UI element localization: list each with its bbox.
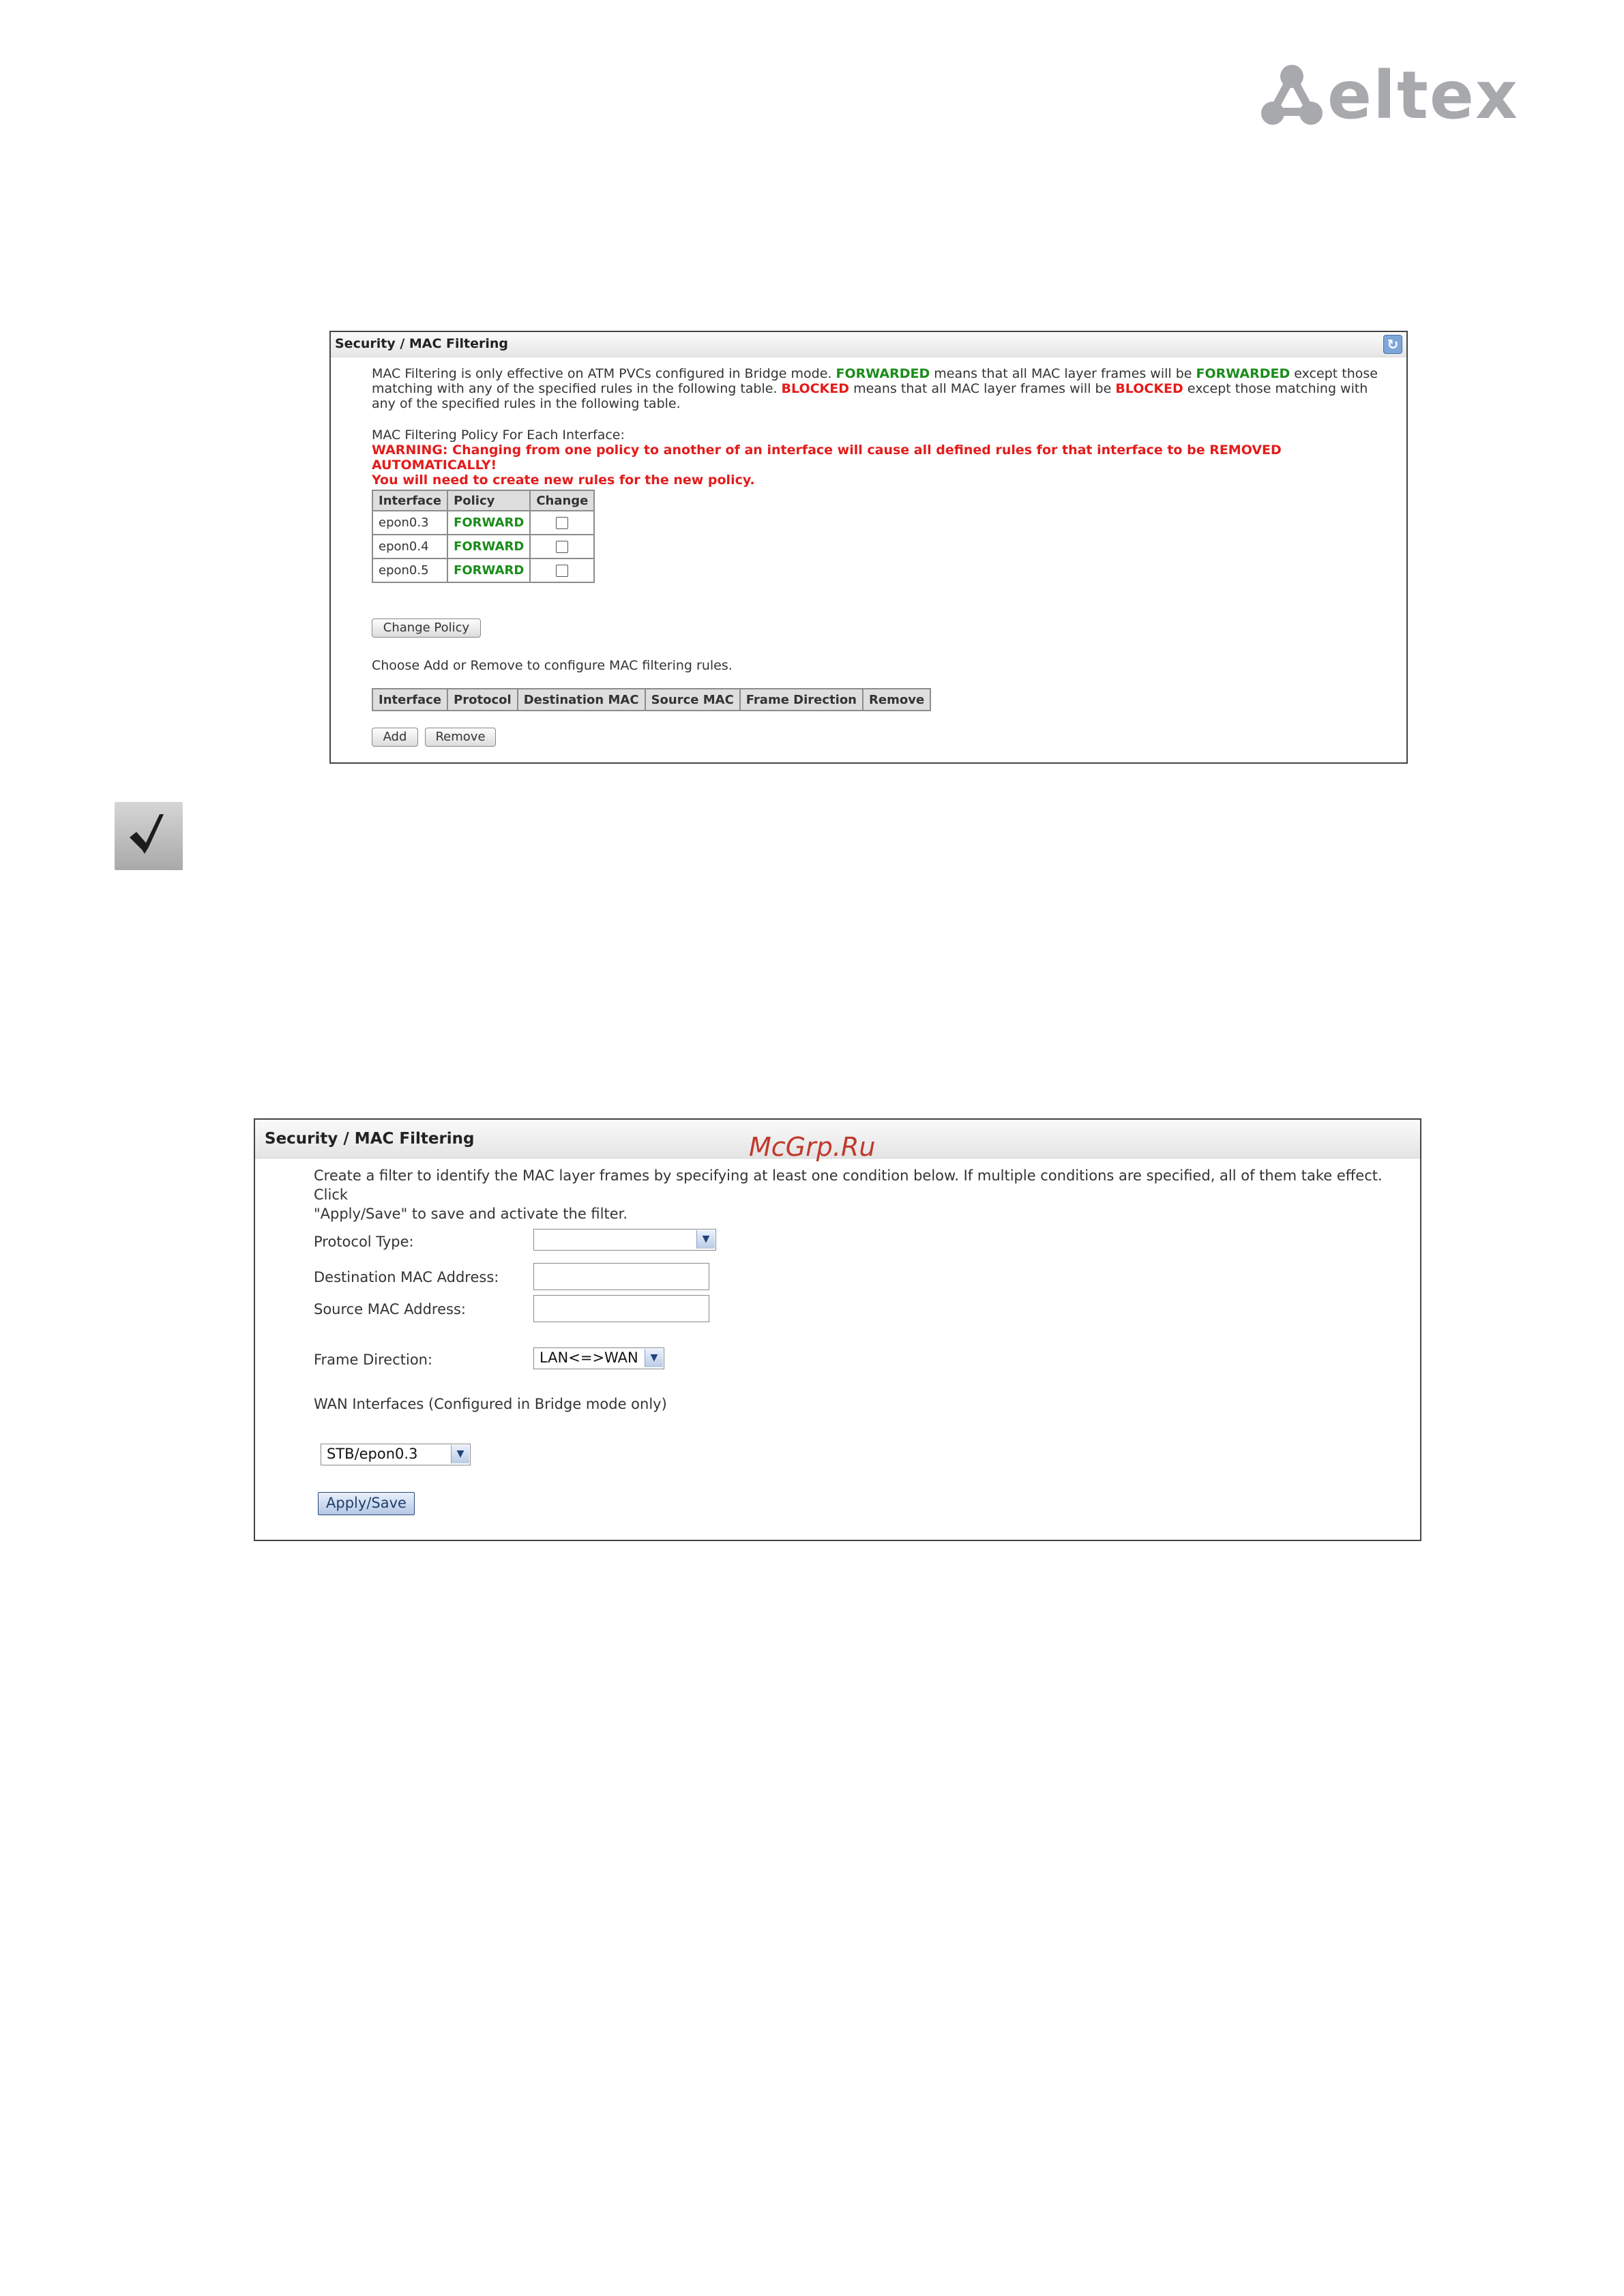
frame-direction-label: Frame Direction: [314, 1352, 433, 1368]
panel-title-text: Security / MAC Filtering [335, 336, 509, 351]
col-source-mac: Source MAC [645, 689, 740, 711]
wan-interface-select[interactable] [321, 1444, 471, 1465]
mac-filter-add-panel [254, 1118, 1421, 1541]
policy-cell: FORWARD [447, 511, 530, 535]
rules-table [372, 688, 931, 711]
frame-direction-select[interactable] [533, 1347, 664, 1369]
destination-mac-label: Destination MAC Address: [314, 1269, 499, 1285]
chevron-down-icon: ▼ [645, 1349, 663, 1367]
desc-line-1: Create a filter to identify the MAC layer frames by specifying at least one condition below. If multiple conditions are specified, all of them take effect. Click [314, 1167, 1383, 1203]
forwarded-keyword: FORWARDED [1196, 366, 1290, 381]
change-cell [530, 558, 594, 582]
panel-title: Security / MAC Filtering [255, 1120, 1420, 1159]
logo-text: eltex [1327, 57, 1519, 134]
desc-text: except those matching with any of the specified rules in the following table. [372, 366, 1378, 396]
description [372, 366, 1395, 488]
warning-line-1: WARNING: Changing from one policy to another of an interface will cause all defined rules for that interface to be REMOVED AUTOMATICALLY! [372, 443, 1282, 473]
col-protocol: Protocol [447, 689, 518, 711]
interface-cell: epon0.3 [372, 511, 447, 535]
policy-cell: FORWARD [447, 535, 530, 558]
col-policy: Policy [447, 490, 530, 511]
col-interface: Interface [372, 689, 447, 711]
protocol-type-label: Protocol Type: [314, 1234, 414, 1250]
change-cell [530, 535, 594, 558]
destination-mac-input[interactable] [533, 1263, 709, 1290]
checkmark-icon [115, 802, 183, 870]
chevron-down-icon: ▼ [451, 1445, 469, 1463]
desc-text: means that all MAC layer frames will be [930, 366, 1196, 381]
protocol-type-select[interactable] [533, 1229, 716, 1251]
interface-cell: epon0.4 [372, 535, 447, 558]
warning-line-2: You will need to create new rules for the new policy. [372, 473, 755, 488]
add-button[interactable]: Add [372, 728, 418, 747]
panel-title [331, 332, 1406, 357]
col-change: Change [530, 490, 594, 511]
policy-table-header [372, 490, 594, 511]
watermark: McGrp.Ru [749, 1132, 876, 1162]
change-cell [530, 511, 594, 535]
desc-text: MAC Filtering is only effective on ATM PVCs configured in Bridge mode. [372, 366, 836, 381]
table-row [372, 558, 594, 582]
chevron-down-icon: ▼ [696, 1230, 715, 1249]
wan-interface-value: STB/epon0.3 [327, 1446, 418, 1462]
desc-text: means that all MAC layer frames will be [849, 381, 1116, 396]
col-destination-mac: Destination MAC [518, 689, 645, 711]
frame-direction-value: LAN<=>WAN [540, 1350, 638, 1366]
wan-interfaces-label: WAN Interfaces (Configured in Bridge mode only) [314, 1396, 667, 1412]
mac-filtering-policy-panel [329, 331, 1408, 764]
col-interface: Interface [372, 490, 447, 511]
policy-label: MAC Filtering Policy For Each Interface: [372, 428, 625, 443]
choose-text: Choose Add or Remove to configure MAC filtering rules. [372, 658, 733, 673]
source-mac-input[interactable] [533, 1295, 709, 1322]
blocked-keyword: BLOCKED [1115, 381, 1183, 396]
description [314, 1166, 1405, 1223]
change-checkbox[interactable] [556, 541, 568, 553]
desc-text: except those matching with any of the specified rules in the following table. [372, 381, 1368, 411]
interface-cell: epon0.5 [372, 558, 447, 582]
change-checkbox[interactable] [556, 565, 568, 577]
policy-table [372, 490, 595, 583]
remove-button[interactable]: Remove [425, 728, 496, 747]
rules-table-header [372, 689, 930, 711]
source-mac-label: Source MAC Address: [314, 1301, 466, 1317]
desc-line-2: "Apply/Save" to save and activate the filter. [314, 1206, 628, 1222]
eltex-logo-mark-icon [1259, 63, 1325, 128]
refresh-icon[interactable]: ↻ [1383, 335, 1402, 354]
col-frame-direction: Frame Direction [740, 689, 863, 711]
change-checkbox[interactable] [556, 517, 568, 529]
forwarded-keyword: FORWARDED [836, 366, 930, 381]
blocked-keyword: BLOCKED [781, 381, 850, 396]
policy-cell: FORWARD [447, 558, 530, 582]
col-remove: Remove [863, 689, 930, 711]
table-row [372, 535, 594, 558]
eltex-logo [1259, 57, 1519, 134]
apply-save-button[interactable]: Apply/Save [318, 1492, 415, 1515]
change-policy-button[interactable]: Change Policy [372, 618, 481, 638]
table-row [372, 511, 594, 535]
